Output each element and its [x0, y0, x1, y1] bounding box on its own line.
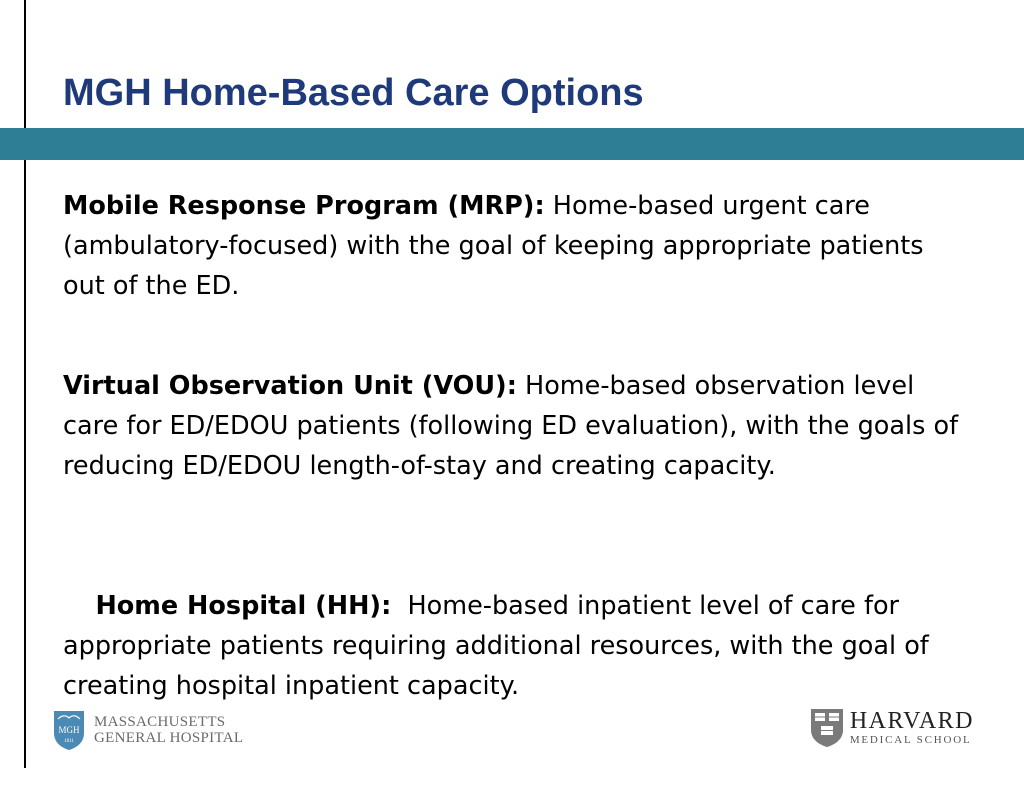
- paragraph-vou: [63, 366, 963, 486]
- mgh-line2: GENERAL HOSPITAL: [94, 730, 244, 746]
- mgh-line1: MASSACHUSETTS: [94, 714, 226, 730]
- desc-mrp: Home-based urgent care (ambulatory-focused) with the goal of keeping appropriate patients out of the ED.: [63, 191, 924, 301]
- mgh-shield-icon: [52, 709, 86, 751]
- mgh-shield-year: 1811: [64, 739, 74, 744]
- paragraph-mrp: [63, 186, 963, 306]
- harvard-logo: [810, 706, 974, 750]
- slide-title: MGH Home-Based Care Options: [63, 72, 644, 114]
- mgh-logo: [52, 708, 243, 752]
- harvard-shield-icon: [810, 708, 844, 748]
- harvard-line1: HARVARD: [849, 708, 974, 734]
- term-mrp: Mobile Response Program (MRP):: [63, 191, 545, 221]
- term-vou: Virtual Observation Unit (VOU):: [63, 371, 517, 401]
- title-accent-band: [0, 128, 1024, 160]
- harvard-line2: MEDICAL SCHOOL: [849, 734, 972, 746]
- term-hh: Home Hospital (HH):: [95, 591, 392, 621]
- mgh-wordmark: [94, 714, 243, 746]
- harvard-wordmark: [850, 709, 974, 747]
- desc-hh: Home-based inpatient level of care for appropriate patients requiring additional resources, with the goal of creating hospital inpatient capacity.: [63, 591, 937, 701]
- left-vertical-rule: [24, 0, 26, 768]
- desc-vou: Home-based observation level care for ED/EDOU patients (following ED evaluation), with the goals of reducing ED/EDOU length-of-stay and creating capacity.: [63, 371, 959, 481]
- mgh-shield-text: MGH: [58, 725, 80, 735]
